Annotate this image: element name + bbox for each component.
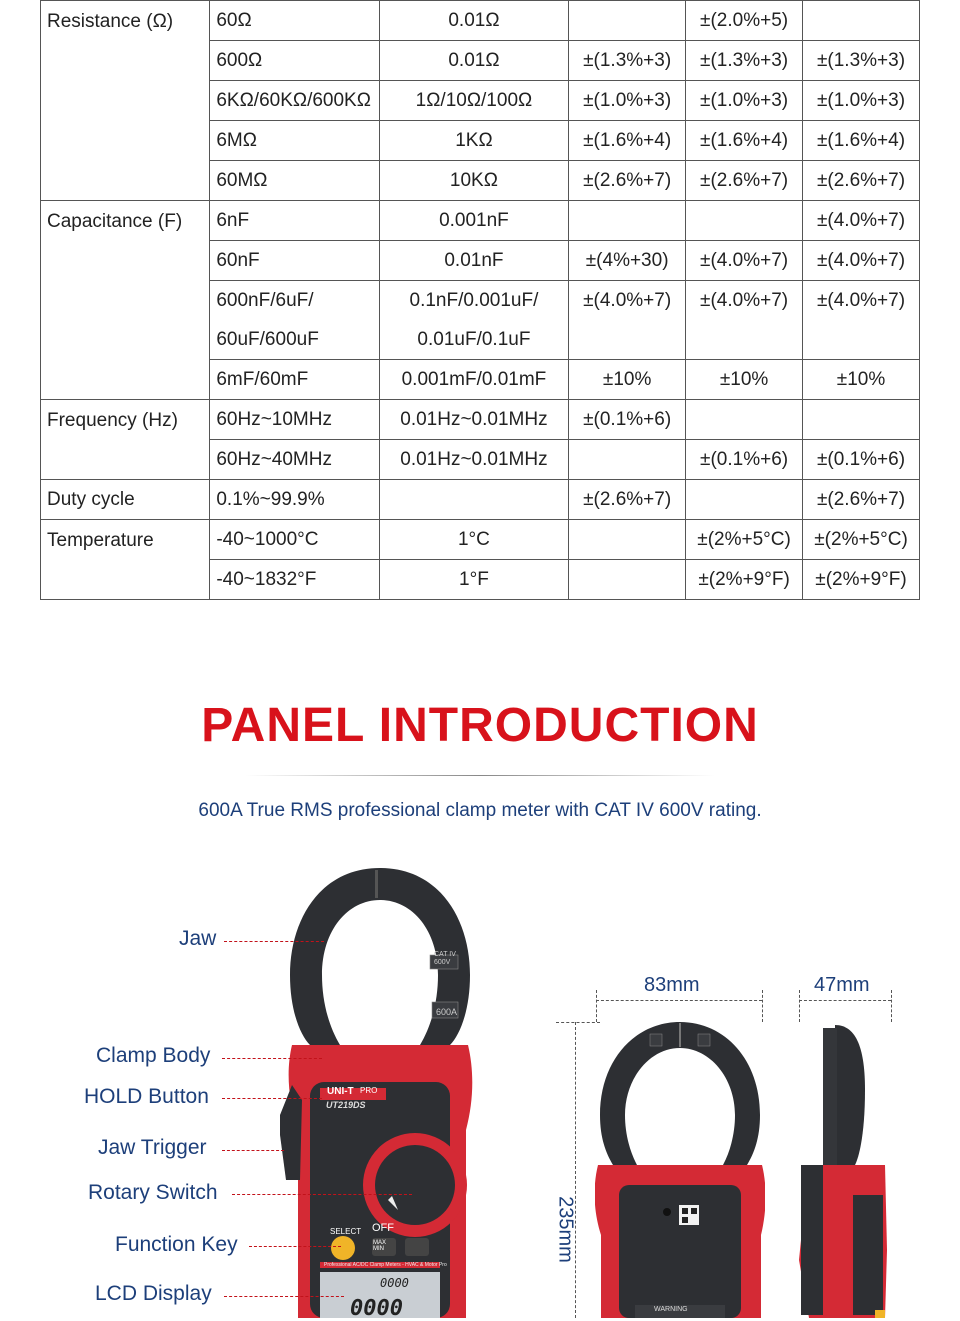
range-cell: 6nF — [210, 201, 379, 241]
dimension-depth-tick-left — [799, 990, 800, 1022]
dimension-depth: 47mm — [814, 974, 870, 996]
accuracy-cell: ±(2%+9°F) — [686, 560, 803, 600]
accuracy-cell: ±(0.1%+6) — [803, 440, 920, 480]
accuracy-cell — [686, 480, 803, 520]
accuracy-cell: ±(4.0%+7) — [803, 241, 920, 281]
range-cell: -40~1832°F — [210, 560, 379, 600]
resolution-cell: 0.001mF/0.01mF — [379, 360, 569, 400]
range-cell: 60uF/600uF — [210, 320, 379, 360]
accuracy-cell: ±(1.3%+3) — [569, 41, 686, 81]
resolution-cell: 0.01Hz~0.01MHz — [379, 400, 569, 440]
range-cell: 60MΩ — [210, 161, 379, 201]
accuracy-cell — [803, 1, 920, 41]
callout-clamp-body: Clamp Body — [96, 1044, 211, 1067]
dimension-height: 235mm — [554, 1196, 577, 1263]
panel-title: PANEL INTRODUCTION — [201, 699, 759, 752]
range-cell: 6mF/60mF — [210, 360, 379, 400]
accuracy-cell — [569, 440, 686, 480]
callout-lcd-display: LCD Display — [95, 1282, 212, 1305]
clamp-meter-side-illustration — [795, 1020, 895, 1318]
accuracy-cell: ±(1.6%+4) — [569, 121, 686, 161]
leader-jaw-trigger — [222, 1150, 284, 1151]
accuracy-cell: ±(4.0%+7) — [686, 241, 803, 281]
accuracy-cell: ±10% — [803, 360, 920, 400]
accuracy-cell: ±(2%+5°C) — [686, 520, 803, 560]
range-cell: 60Ω — [210, 1, 379, 41]
off-label: OFF — [372, 1222, 394, 1234]
range-cell: 60nF — [210, 241, 379, 281]
dimension-width: 83mm — [644, 974, 700, 996]
range-cell: 6KΩ/60KΩ/600KΩ — [210, 81, 379, 121]
leader-hold-button — [222, 1098, 322, 1099]
accuracy-cell — [686, 320, 803, 360]
dimension-height-top-tick — [556, 1022, 600, 1023]
table-row — [41, 400, 920, 440]
spec-table — [40, 0, 920, 600]
table-row — [41, 480, 920, 520]
resolution-cell: 0.01nF — [379, 241, 569, 281]
back-warning-label: WARNING — [654, 1306, 688, 1313]
table-row — [41, 201, 920, 241]
resolution-cell: 0.01Ω — [379, 41, 569, 81]
range-cell: -40~1000°C — [210, 520, 379, 560]
accuracy-cell — [569, 520, 686, 560]
range-cell: 60Hz~40MHz — [210, 440, 379, 480]
dimension-width-tick-right — [762, 990, 763, 1022]
resolution-cell: 0.01Ω — [379, 1, 569, 41]
device-current: 600A — [436, 1007, 458, 1017]
accuracy-cell: ±(2.6%+7) — [803, 480, 920, 520]
row-label: Temperature — [41, 520, 210, 600]
row-label: Frequency (Hz) — [41, 400, 210, 480]
device-footer-text: Professional AC/DC Clamp Meters - HVAC & Motor Pro — [324, 1262, 447, 1268]
accuracy-cell: ±(4.0%+7) — [803, 281, 920, 321]
leader-function-key — [249, 1246, 341, 1247]
callout-rotary-switch: Rotary Switch — [88, 1181, 218, 1204]
accuracy-cell: ±(0.1%+6) — [686, 440, 803, 480]
leader-jaw — [224, 941, 324, 942]
accuracy-cell: ±(4.0%+7) — [686, 281, 803, 321]
accuracy-cell: ±(4%+30) — [569, 241, 686, 281]
accuracy-cell: ±(1.3%+3) — [803, 41, 920, 81]
accuracy-cell: ±(1.3%+3) — [686, 41, 803, 81]
accuracy-cell: ±(2%+5°C) — [803, 520, 920, 560]
maxmin-label: MAX MIN — [373, 1240, 387, 1252]
accuracy-cell — [569, 201, 686, 241]
lcd-top-digits: 0000 — [380, 1276, 409, 1290]
range-cell: 60Hz~10MHz — [210, 400, 379, 440]
resolution-cell: 1KΩ — [379, 121, 569, 161]
accuracy-cell: ±10% — [569, 360, 686, 400]
accuracy-cell — [569, 1, 686, 41]
accuracy-cell: ±(4.0%+7) — [569, 281, 686, 321]
dimension-width-tick-left — [596, 990, 597, 1022]
table-row — [41, 1, 920, 41]
dimension-depth-line — [799, 1000, 891, 1001]
accuracy-cell: ±(2.0%+5) — [686, 1, 803, 41]
resolution-cell: 1Ω/10Ω/100Ω — [379, 81, 569, 121]
panel-subtitle: 600A True RMS professional clamp meter with CAT IV 600V rating. — [198, 800, 762, 821]
leader-lcd-display — [224, 1296, 344, 1297]
accuracy-cell: ±(1.0%+3) — [803, 81, 920, 121]
device-model: UT219DS — [326, 1100, 366, 1110]
resolution-cell: 0.01uF/0.1uF — [379, 320, 569, 360]
row-label: Resistance (Ω) — [41, 1, 210, 201]
resolution-cell: 10KΩ — [379, 161, 569, 201]
accuracy-cell: ±(2.6%+7) — [686, 161, 803, 201]
accuracy-cell — [803, 320, 920, 360]
device-brand-suffix: PRO — [360, 1086, 378, 1095]
accuracy-cell: ±(1.6%+4) — [803, 121, 920, 161]
callout-function-key: Function Key — [115, 1233, 238, 1256]
row-label: Duty cycle — [41, 480, 210, 520]
callout-jaw-trigger: Jaw Trigger — [98, 1136, 207, 1159]
leader-clamp-body — [222, 1058, 322, 1059]
resolution-cell: 1°F — [379, 560, 569, 600]
device-brand: UNI-T — [327, 1086, 354, 1097]
accuracy-cell: ±(2%+9°F) — [803, 560, 920, 600]
range-cell: 0.1%~99.9% — [210, 480, 379, 520]
accuracy-cell — [803, 400, 920, 440]
resolution-cell — [379, 480, 569, 520]
range-cell: 600nF/6uF/ — [210, 281, 379, 321]
accuracy-cell: ±(1.0%+3) — [686, 81, 803, 121]
table-row — [41, 520, 920, 560]
accuracy-cell: ±10% — [686, 360, 803, 400]
trigger-shape — [280, 1085, 302, 1180]
range-cell: 6MΩ — [210, 121, 379, 161]
lcd-main-digits: 0000 — [350, 1296, 403, 1321]
accuracy-cell — [569, 560, 686, 600]
accuracy-cell — [686, 400, 803, 440]
accuracy-cell: ±(2.6%+7) — [569, 161, 686, 201]
row-label: Capacitance (F) — [41, 201, 210, 400]
dimension-depth-tick-right — [891, 990, 892, 1022]
accuracy-cell — [686, 201, 803, 241]
select-label: SELECT — [330, 1227, 362, 1236]
accuracy-cell: ±(1.6%+4) — [686, 121, 803, 161]
callout-hold-button: HOLD Button — [84, 1085, 209, 1108]
accuracy-cell: ±(2.6%+7) — [569, 480, 686, 520]
leader-rotary-switch — [232, 1194, 412, 1195]
accuracy-cell — [569, 320, 686, 360]
accuracy-cell: ±(2.6%+7) — [803, 161, 920, 201]
resolution-cell: 0.001nF — [379, 201, 569, 241]
accuracy-cell: ±(1.0%+3) — [569, 81, 686, 121]
clamp-meter-back-illustration — [595, 1020, 765, 1318]
dimension-width-line — [596, 1000, 762, 1001]
accuracy-cell: ±(0.1%+6) — [569, 400, 686, 440]
callout-jaw: Jaw — [179, 927, 217, 950]
title-divider — [245, 775, 715, 776]
select-key — [331, 1236, 355, 1260]
resolution-cell: 0.01Hz~0.01MHz — [379, 440, 569, 480]
accuracy-cell: ±(4.0%+7) — [803, 201, 920, 241]
device-cat-rating: CAT IV 600V — [434, 951, 456, 966]
resolution-cell: 1°C — [379, 520, 569, 560]
range-cell: 600Ω — [210, 41, 379, 81]
resolution-cell: 0.1nF/0.001uF/ — [379, 281, 569, 321]
